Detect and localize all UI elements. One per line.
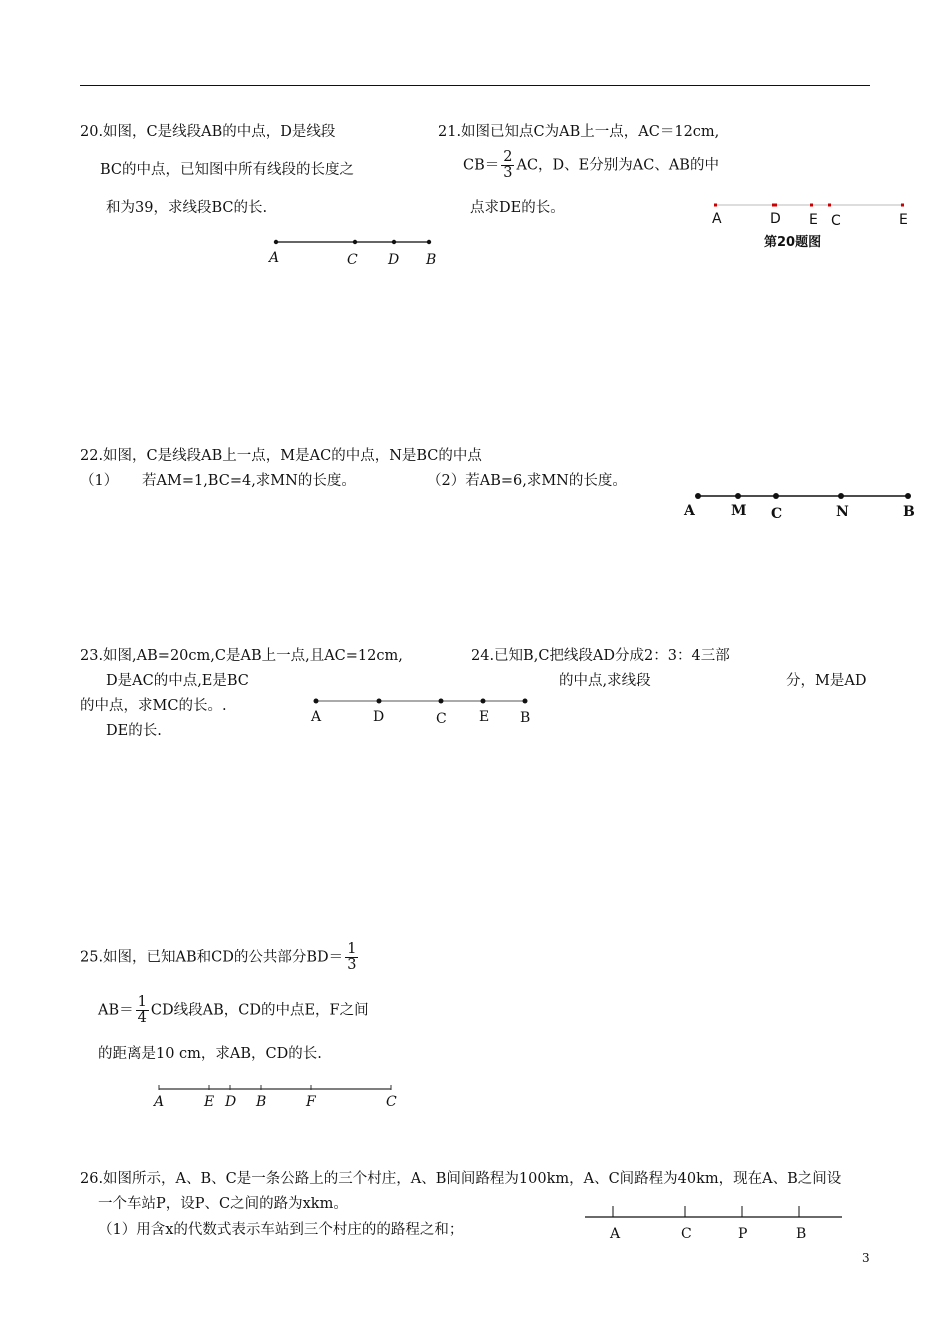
q21-frac-num: 2 — [503, 149, 513, 165]
q21-label-a: A — [712, 211, 722, 227]
q25-line1-pre: 25.如图，已知AB和CD的公共部分BD＝ — [80, 949, 344, 966]
q23-label-c: C — [436, 711, 447, 727]
q25-label-a: A — [154, 1094, 165, 1110]
q25-label-f: F — [306, 1094, 316, 1110]
q21-line2-pre: CB＝ — [463, 157, 500, 174]
q24-line2a: 的中点,求线段 — [559, 673, 651, 689]
q23-figure — [305, 694, 540, 728]
q22-point-n — [838, 493, 844, 499]
q25-frac1-num: 1 — [347, 941, 357, 957]
q23-label-d: D — [373, 709, 385, 725]
q26-label-p: P — [738, 1226, 748, 1242]
q24-line1: 24.已知B,C把线段AD分成2：3：4三部 — [471, 648, 730, 664]
q25-line2-post: CD线段AB，CD的中点E，F之间 — [150, 1002, 369, 1019]
q25-figure — [150, 1082, 410, 1112]
q26-figure — [578, 1200, 848, 1244]
q20-label-d: D — [388, 252, 400, 268]
q21-point-a — [714, 204, 717, 207]
q25-line1 — [80, 942, 360, 973]
q26-line1: 26.如图所示，A、B、C是一条公路上的三个村庄，A、B间间路程为100km，A、C间路程为40km，现在A、B之间设 — [80, 1171, 842, 1187]
q20-line3: 和为39，求线段BC的长. — [106, 200, 268, 216]
q21-frac-den: 3 — [503, 165, 513, 182]
q23-label-b: B — [520, 710, 531, 726]
q20-label-b: B — [426, 252, 437, 268]
q20-point-b — [427, 240, 431, 244]
q25-fraction-2 — [136, 995, 149, 1026]
q22-part2: （2）若AB=6,求MN的长度。 — [427, 473, 627, 489]
q23-point-e — [481, 699, 486, 704]
q20-label-c: C — [347, 252, 358, 268]
q23-point-c — [439, 699, 444, 704]
q22-part1-num: （1） — [80, 473, 119, 489]
q22-point-a — [695, 493, 701, 499]
q21-point-e1 — [810, 204, 813, 207]
q21-line2-post: AC，D、E分别为AC、AB的中 — [516, 157, 719, 174]
q20-point-a — [274, 240, 278, 244]
q20-line1: 20.如图，C是线段AB的中点，D是线段 — [80, 124, 336, 140]
q22-line1: 22.如图，C是线段AB上一点，M是AC的中点，N是BC的中点 — [80, 448, 482, 464]
q21-figure — [708, 198, 913, 250]
q22-point-c — [773, 493, 779, 499]
q22-point-b — [905, 493, 911, 499]
q20-figure — [260, 232, 450, 272]
q23-label-e: E — [479, 709, 490, 725]
q26-line2: 一个车站P，设P、C之间的路为xkm。 — [98, 1196, 348, 1212]
q25-label-e: E — [204, 1094, 215, 1110]
q21-label-d: D — [770, 211, 781, 227]
q21-figure-caption: 第20题图 — [764, 235, 822, 250]
q25-fraction-1 — [345, 942, 358, 973]
q21-line3: 点求DE的长。 — [470, 200, 565, 216]
q26-label-b: B — [796, 1226, 807, 1242]
q22-label-c: C — [771, 506, 783, 522]
header-rule — [80, 85, 870, 86]
q21-point-c — [828, 204, 831, 207]
q25-label-d: D — [225, 1094, 237, 1110]
q25-frac1-den: 3 — [347, 957, 357, 974]
q23-line4: DE的长. — [106, 723, 162, 739]
q23-label-a: A — [311, 709, 322, 725]
q22-part1: 若AM=1,BC=4,求MN的长度。 — [142, 473, 356, 489]
q22-label-b: B — [903, 504, 915, 520]
q22-label-a: A — [684, 503, 695, 519]
q23-point-b — [523, 699, 528, 704]
q21-label-e2: E — [899, 212, 908, 228]
q22-label-n: N — [836, 504, 849, 520]
q21-line2 — [463, 150, 719, 181]
q21-label-e1: E — [809, 212, 818, 228]
q20-point-d — [392, 240, 396, 244]
q20-line2: BC的中点，已知图中所有线段的长度之 — [100, 162, 355, 178]
q21-point-d — [772, 204, 777, 207]
q20-label-a: A — [269, 250, 280, 266]
q25-frac2-num: 1 — [137, 994, 147, 1010]
q26-label-c: C — [681, 1226, 692, 1242]
q22-label-m: M — [731, 503, 747, 519]
q23-line3: 的中点，求MC的长。. — [80, 698, 227, 714]
q21-label-c: C — [831, 213, 841, 229]
q22-figure — [680, 488, 920, 524]
q21-line1: 21.如图已知点C为AB上一点，AC＝12cm, — [438, 124, 720, 140]
q22-point-m — [735, 493, 741, 499]
q25-label-b: B — [256, 1094, 267, 1110]
q26-label-a: A — [610, 1226, 621, 1242]
q26-line3: （1）用含x的代数式表示车站到三个村庄的的路程之和； — [98, 1222, 464, 1238]
q20-point-c — [353, 240, 357, 244]
q23-line1: 23.如图,AB=20cm,C是AB上一点,且AC=12cm, — [80, 648, 403, 664]
q25-label-c: C — [386, 1094, 397, 1110]
q23-point-d — [377, 699, 382, 704]
q21-fraction — [501, 150, 514, 181]
q25-line3: 的距离是10 cm，求AB，CD的长. — [98, 1046, 322, 1062]
q25-frac2-den: 4 — [137, 1010, 147, 1027]
q23-point-a — [314, 699, 319, 704]
q23-line2: D是AC的中点,E是BC — [106, 673, 249, 689]
q25-line2-pre: AB＝ — [98, 1002, 134, 1019]
q25-line2 — [98, 995, 369, 1026]
page-number: 3 — [862, 1251, 870, 1265]
q21-point-e2 — [901, 204, 904, 207]
q24-line2b: 分，M是AD — [786, 673, 867, 689]
